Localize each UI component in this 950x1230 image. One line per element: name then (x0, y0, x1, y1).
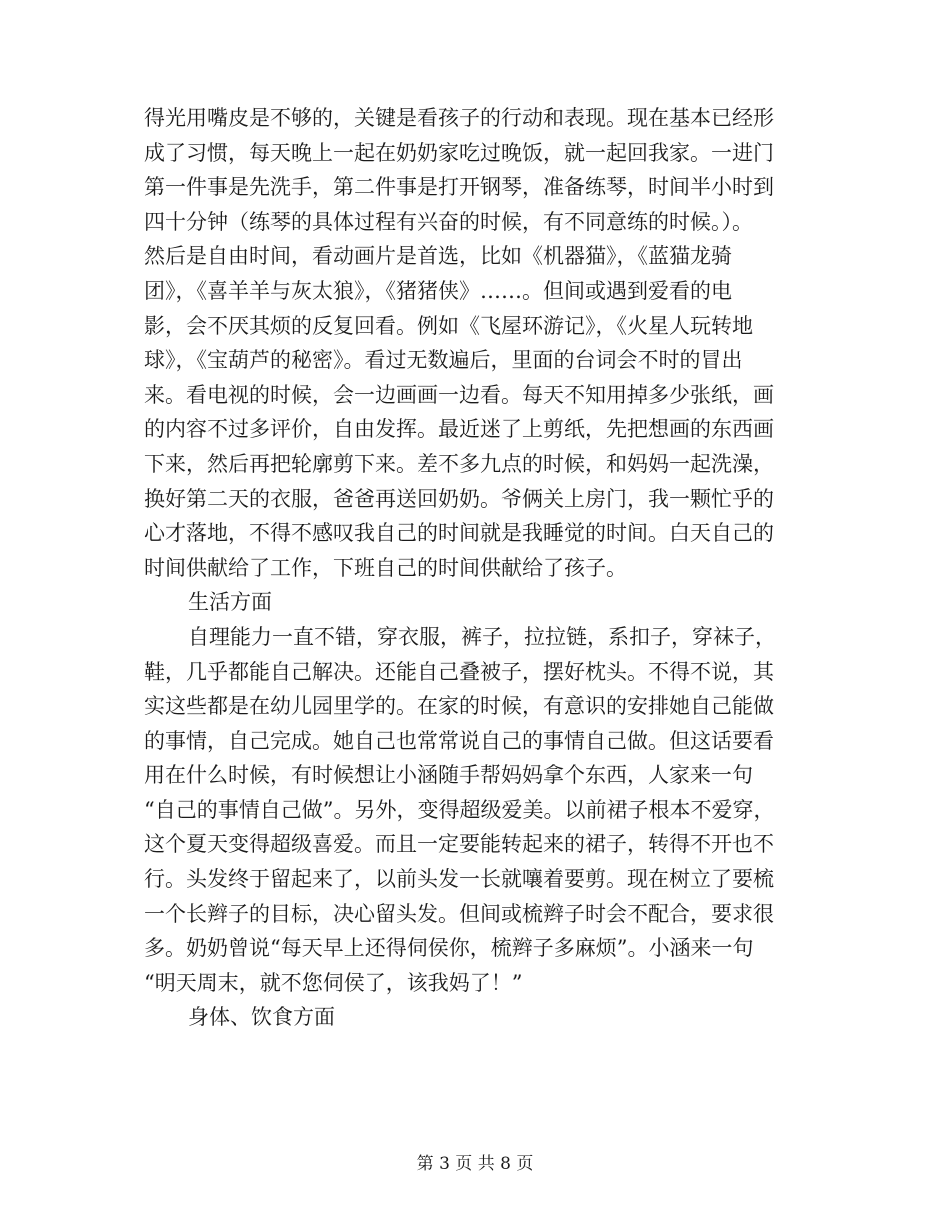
paragraph-line: 一个长辫子的目标，决心留头发。但间或梳辫子时会不配合，要求很 (144, 901, 774, 926)
paragraph-line: 球》，《宝葫芦的秘密》。看过无数遍后，里面的台词会不时的冒出 (144, 348, 743, 373)
paragraph-line: 的内容不过多评价，自由发挥。最近迷了上剪纸，先把想画的东西画 (144, 417, 774, 442)
paragraph-line: 下来，然后再把轮廓剪下来。差不多九点的时候，和妈妈一起洗澡， (144, 451, 774, 476)
paragraph-line: 影，会不厌其烦的反复回看。例如《飞屋环游记》，《火星人玩转地 (144, 313, 753, 338)
paragraph-line: 多。奶奶曾说“每天早上还得伺侯你，梳辫子多麻烦”。小涵来一句 (144, 936, 754, 961)
paragraph-line: 第一件事是先洗手，第二件事是打开钢琴，准备练琴，时间半小时到 (144, 175, 774, 200)
paragraph-line: 时间供献给了工作，下班自己的时间供献给了孩子。 (144, 555, 627, 580)
paragraph-line: 四十分钟（练琴的具体过程有兴奋的时候，有不同意练的时候。）。 (144, 209, 753, 234)
paragraph-line: 来。看电视的时候，会一边画画一边看。每天不知用掉多少张纸，画 (144, 382, 774, 407)
section-heading-health-diet: 身体、饮食方面 (188, 1005, 335, 1030)
paragraph-line: 行。头发终于留起来了，以前头发一长就嚷着要剪。现在树立了要梳 (144, 867, 774, 892)
paragraph-line: 鞋，几乎都能自己解决。还能自己叠被子，摆好枕头。不得不说，其 (144, 659, 774, 684)
paragraph-line: 用在什么时候，有时候想让小涵随手帮妈妈拿个东西，人家来一句 (144, 763, 753, 788)
paragraph-line: “明天周末，就不您伺侯了，该我妈了！” (144, 970, 523, 995)
paragraph-line: 的事情，自己完成。她自己也常常说自己的事情自己做。但这话要看 (144, 728, 774, 753)
section-heading-life: 生活方面 (188, 590, 272, 615)
paragraph-line: 换好第二天的衣服，爸爸再送回奶奶。爷俩关上房门，我一颗忙乎的 (144, 486, 774, 511)
paragraph-line: 自理能力一直不错，穿衣服，裤子，拉拉链，系扣子，穿袜子， (188, 624, 776, 649)
paragraph-line: 心才落地，不得不感叹我自己的时间就是我睡觉的时间。白天自己的 (144, 521, 774, 546)
paragraph-line: 这个夏天变得超级喜爱。而且一定要能转起来的裙子，转得不开也不 (144, 832, 774, 857)
paragraph-line: 成了习惯，每天晚上一起在奶奶家吃过晚饭，就一起回我家。一进门 (144, 140, 774, 165)
document-body (144, 101, 804, 1035)
paragraph-line: 然后是自由时间，看动画片是首选，比如《机器猫》，《蓝猫龙骑 (144, 244, 732, 269)
paragraph-line: 得光用嘴皮是不够的，关键是看孩子的行动和表现。现在基本已经形 (144, 106, 774, 130)
paragraph-line: 团》，《喜羊羊与灰太狼》，《猪猪侠》……。但间或遇到爱看的电 (144, 278, 732, 303)
paragraph-line: “自己的事情自己做”。另外，变得超级爱美。以前裙子根本不爱穿， (144, 797, 775, 822)
paragraph-line: 实这些都是在幼儿园里学的。在家的时候，有意识的安排她自己能做 (144, 694, 774, 719)
page-number-footer: 第 3 页 共 8 页 (416, 1154, 534, 1174)
